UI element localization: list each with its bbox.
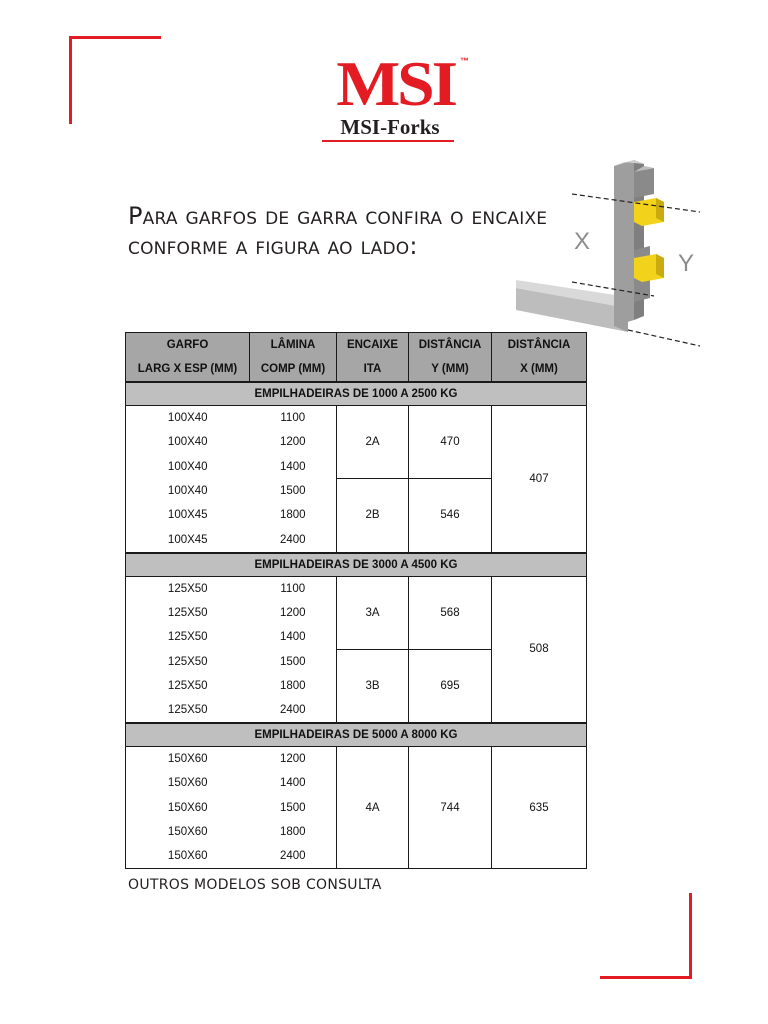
logo-underline [322, 140, 454, 142]
table-row [126, 406, 587, 431]
corner-mark-bottom-right [600, 976, 692, 979]
header-garfo: GARFO LARG X ESP (MM) [126, 333, 250, 383]
lamina-cell: 1200 [279, 436, 306, 449]
corner-mark-bottom-right [689, 893, 692, 979]
header-encaixe: ENCAIXE ITA [337, 333, 409, 383]
table-row [126, 747, 587, 772]
header-distancia-y: DISTÂNCIA Y (MM) [409, 333, 492, 383]
distancia-x-cell: 508 [492, 576, 587, 723]
distancia-y-cell: 744 [409, 747, 492, 869]
corner-mark-top-left [69, 36, 161, 39]
encaixe-cell: 3B [337, 649, 409, 723]
garfo-cell: 125X50 [126, 601, 250, 625]
encaixe-cell: 3A [337, 576, 409, 649]
garfo-cell: 125X50 [126, 674, 250, 698]
garfo-cell: 100X45 [126, 528, 250, 553]
distancia-y-cell: 695 [409, 649, 492, 723]
msi-logo [312, 48, 482, 146]
garfo-cell: 150X60 [126, 796, 250, 820]
corner-mark-top-left [69, 36, 72, 124]
lamina-cell: 1400 [279, 460, 306, 473]
table-row [126, 576, 587, 601]
lamina-cell: 1800 [279, 509, 306, 522]
fork-hook-table [125, 332, 586, 869]
distancia-y-cell: 546 [409, 479, 492, 553]
garfo-cell: 125X50 [126, 698, 250, 723]
encaixe-cell: 2B [337, 479, 409, 553]
table-header-row [126, 333, 587, 383]
lamina-cell: 2400 [279, 533, 306, 546]
lamina-cell: 1500 [279, 484, 306, 497]
lamina-cell: 1400 [279, 777, 306, 790]
specifications-table [125, 332, 587, 869]
lamina-cell: 1200 [279, 753, 306, 766]
logo-mark: MSI [336, 48, 455, 119]
garfo-cell: 100X40 [126, 454, 250, 478]
diagram-label-y: Y [678, 250, 695, 277]
garfo-cell: 100X40 [126, 406, 250, 431]
header-distancia-x: DISTÂNCIA X (MM) [492, 333, 587, 383]
lamina-cell: 1100 [280, 582, 306, 595]
lamina-cell: 1800 [279, 826, 306, 839]
garfo-cell: 150X60 [126, 771, 250, 795]
garfo-cell: 125X50 [126, 649, 250, 673]
group-title: EMPILHADEIRAS DE 1000 A 2500 KG [126, 382, 587, 406]
garfo-cell: 125X50 [126, 576, 250, 601]
lamina-cell: 1500 [279, 655, 306, 668]
distancia-x-cell: 635 [492, 747, 587, 869]
lamina-cell: 1500 [279, 801, 306, 814]
distancia-x-cell: 407 [492, 406, 587, 553]
group-header-row [126, 553, 587, 577]
garfo-cell: 125X50 [126, 625, 250, 649]
fork-hook-illustration [510, 150, 720, 360]
garfo-cell: 100X45 [126, 503, 250, 527]
garfo-cell: 100X40 [126, 430, 250, 454]
lamina-cell: 1100 [280, 412, 306, 424]
logo-subtitle: MSI-Forks [340, 115, 440, 139]
distancia-y-cell: 470 [409, 406, 492, 479]
garfo-cell: 150X60 [126, 820, 250, 844]
lamina-cell: 2400 [279, 704, 306, 717]
group-header-row [126, 382, 587, 406]
page-heading: Para garfos de garra confira o encaixe conforme a figura ao lado: [128, 202, 548, 260]
fork-hook-diagram [510, 150, 720, 360]
encaixe-cell: 2A [337, 406, 409, 479]
lamina-cell: 1800 [279, 679, 306, 692]
footer-note: OUTROS MODELOS SOB CONSULTA [128, 877, 382, 893]
lamina-cell: 1200 [279, 606, 306, 619]
group-title: EMPILHADEIRAS DE 3000 A 4500 KG [126, 553, 587, 577]
group-header-row [126, 723, 587, 747]
distancia-y-cell: 568 [409, 576, 492, 649]
group-title: EMPILHADEIRAS DE 5000 A 8000 KG [126, 723, 587, 747]
lamina-cell: 1400 [279, 631, 306, 644]
garfo-cell: 100X40 [126, 479, 250, 503]
diagram-label-x: X [574, 228, 591, 255]
garfo-cell: 150X60 [126, 747, 250, 772]
encaixe-cell: 4A [337, 747, 409, 869]
header-lamina: LÂMINA COMP (MM) [250, 333, 337, 383]
garfo-cell: 150X60 [126, 844, 250, 869]
trademark-symbol: ™ [460, 56, 469, 66]
lamina-cell: 2400 [250, 844, 337, 869]
